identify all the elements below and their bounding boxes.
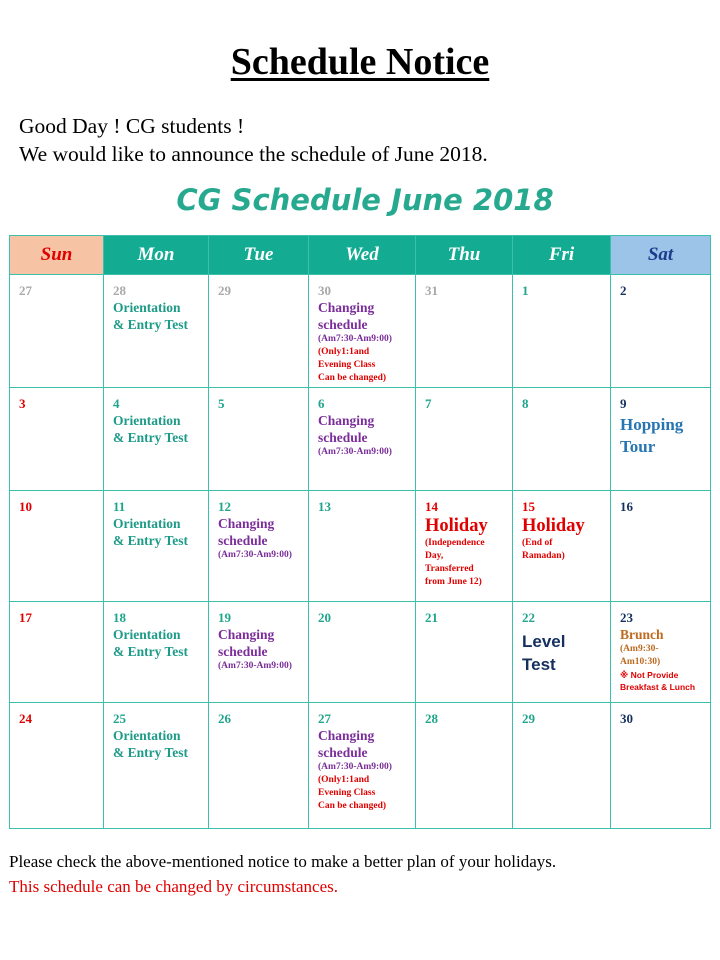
day-cell [104,703,209,829]
day-cell [611,703,711,829]
event-orientation-line2: & Entry Test [113,644,189,659]
day-cell [611,602,711,703]
event-note: (Only1:1and [318,347,370,357]
day-cell [209,602,309,703]
event-changing-schedule-line2: schedule [318,745,368,760]
day-number: 25 [113,711,126,726]
day-number: 29 [522,711,535,726]
day-cell [10,602,104,703]
day-cell [416,703,513,829]
weekday-header-fri: Fri [513,236,611,275]
day-cell [209,388,309,491]
weekday-header-row [10,236,711,275]
day-number: 2 [620,283,627,298]
day-number: 9 [620,396,627,411]
event-time: (Am7:30-Am9:00) [318,762,392,772]
event-level-test-line1: Level [522,632,566,651]
event-changing-schedule-line1: Changing [218,627,275,642]
day-cell [10,275,104,388]
event-time: (Am7:30-Am9:00) [218,550,292,560]
day-number: 30 [318,283,331,298]
event-holiday-title: Holiday [425,516,488,536]
weekday-header-sun: Sun [10,236,104,275]
event-orientation-line1: Orientation [113,728,181,743]
event-time: (Am7:30-Am9:00) [318,334,392,344]
day-number: 13 [318,499,331,514]
event-note: Can be changed) [318,373,387,383]
event-hopping-tour-line1: Hopping [620,415,684,434]
day-cell [104,491,209,602]
day-cell [10,491,104,602]
day-number: 8 [522,396,529,411]
day-cell [309,388,416,491]
week-row-1 [10,275,711,388]
footer-notice: Please check the above-mentioned notice to make a better plan of your holidays. [9,852,557,871]
day-number: 14 [425,499,438,514]
day-cell [10,388,104,491]
calendar-table [9,235,711,829]
day-cell [104,602,209,703]
event-changing-schedule-line1: Changing [218,516,275,531]
footer-warning: This schedule can be changed by circumstances. [9,877,339,896]
greeting-line-1: Good Day ! CG students ! [19,114,245,138]
day-number: 27 [19,283,32,298]
weekday-header-tue: Tue [209,236,309,275]
day-cell [104,388,209,491]
day-cell [309,491,416,602]
day-number: 15 [522,499,535,514]
day-cell [513,491,611,602]
greeting-line-2: We would like to announce the schedule of June 2018. [19,142,488,166]
weekday-header-mon: Mon [104,236,209,275]
day-number: 19 [218,610,231,625]
event-changing-schedule-line2: schedule [218,533,268,548]
week-row-2 [10,388,711,491]
event-changing-schedule-line2: schedule [318,317,368,332]
day-number: 11 [113,499,126,514]
day-cell [513,602,611,703]
event-level-test-line2: Test [522,655,556,674]
greeting [19,112,488,168]
event-orientation-line1: Orientation [113,627,181,642]
event-time: (Am7:30-Am9:00) [218,661,292,671]
day-cell [209,703,309,829]
day-cell [513,703,611,829]
page-title: Schedule Notice [230,41,490,83]
day-number: 5 [218,396,225,411]
event-hopping-tour-line2: Tour [620,437,656,456]
day-cell [209,491,309,602]
day-number: 27 [318,711,331,726]
event-changing-schedule-line1: Changing [318,728,375,743]
event-time: Am10:30) [620,657,661,667]
day-number: 23 [620,610,633,625]
event-note: Transferred [425,564,474,574]
calendar-title: CG Schedule June 2018 [176,183,554,217]
day-number: 31 [425,283,438,298]
day-number: 12 [218,499,231,514]
day-number: 10 [19,499,32,514]
day-cell [513,275,611,388]
week-row-3 [10,491,711,602]
day-number: 3 [19,396,26,411]
event-orientation-line2: & Entry Test [113,430,189,445]
day-cell [416,491,513,602]
day-number: 18 [113,610,126,625]
event-holiday-title: Holiday [522,516,585,536]
day-cell [513,388,611,491]
day-cell [416,388,513,491]
event-changing-schedule-line2: schedule [318,430,368,445]
event-orientation-line1: Orientation [113,300,181,315]
event-orientation-line2: & Entry Test [113,533,189,548]
event-time: (Am9:30- [620,644,659,654]
day-number: 29 [218,283,231,298]
day-number: 26 [218,711,231,726]
event-note: Can be changed) [318,801,387,811]
day-cell [309,703,416,829]
day-cell [416,602,513,703]
event-note: from June 12) [425,577,482,587]
day-cell [611,491,711,602]
day-number: 17 [19,610,32,625]
day-cell [209,275,309,388]
day-number: 21 [425,610,438,625]
event-changing-schedule-line1: Changing [318,413,375,428]
day-number: 6 [318,396,325,411]
weekday-header-thu: Thu [416,236,513,275]
day-number: 28 [113,283,126,298]
event-brunch-title: Brunch [620,627,664,642]
weekday-header-wed: Wed [309,236,416,275]
day-cell [309,275,416,388]
day-number: 22 [522,610,535,625]
event-note: Ramadan) [522,551,565,561]
event-note: (End of [522,538,553,548]
event-note: Evening Class [318,360,376,370]
day-cell [416,275,513,388]
day-number: 4 [113,396,120,411]
day-cell [309,602,416,703]
event-orientation-line2: & Entry Test [113,745,189,760]
event-note: Evening Class [318,788,376,798]
day-number: 20 [318,610,331,625]
day-cell [611,388,711,491]
day-cell [611,275,711,388]
event-note: (Only1:1and [318,775,370,785]
event-orientation-line1: Orientation [113,516,181,531]
event-changing-schedule-line1: Changing [318,300,375,315]
event-note: ※ Not Provide [620,670,679,680]
event-note: Breakfast & Lunch [620,682,696,692]
event-note: (Independence [425,538,485,548]
day-number: 28 [425,711,438,726]
week-row-5 [10,703,711,829]
event-changing-schedule-line2: schedule [218,644,268,659]
event-orientation-line1: Orientation [113,413,181,428]
day-number: 30 [620,711,633,726]
weekday-header-sat: Sat [611,236,711,275]
day-number: 24 [19,711,32,726]
day-cell [104,275,209,388]
day-number: 1 [522,283,529,298]
day-number: 16 [620,499,633,514]
event-orientation-line2: & Entry Test [113,317,189,332]
event-note: Day, [425,551,444,561]
day-cell [10,703,104,829]
week-row-4 [10,602,711,703]
day-number: 7 [425,396,432,411]
event-time: (Am7:30-Am9:00) [318,447,392,457]
